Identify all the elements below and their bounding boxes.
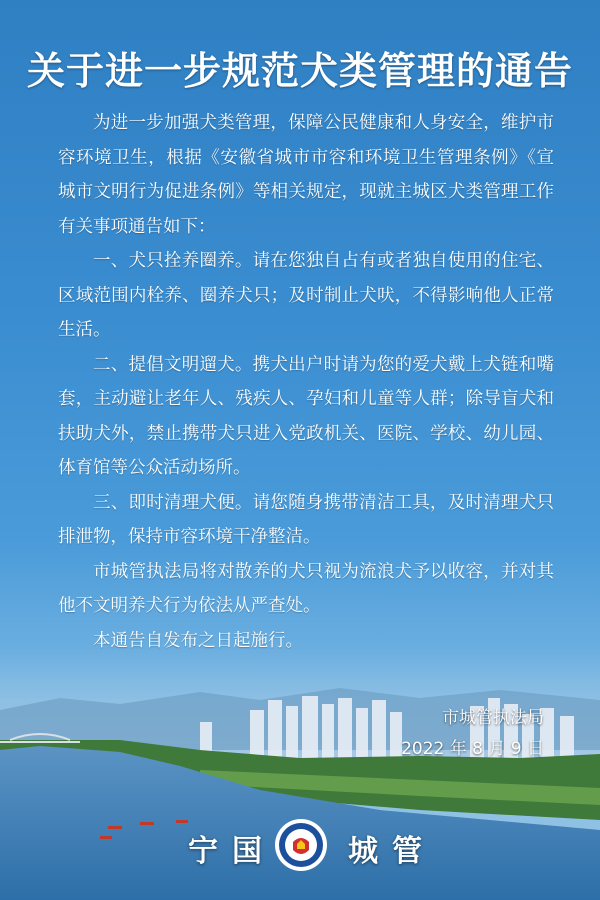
footer-logo-bar xyxy=(0,818,600,878)
notice-body xyxy=(58,106,554,658)
footer-text-chengguan: 城管 xyxy=(348,834,436,869)
signature-block xyxy=(401,703,544,765)
paragraph-item-2: 二、提倡文明遛犬。携犬出户时请为您的爱犬戴上犬链和嘴套，主动避让老年人、残疾人、孕妇和儿童等人群；除导盲犬和扶助犬外，禁止携带犬只进入党政机关、医院、学校、幼儿园、体育馆等公众活动场所。 xyxy=(58,354,554,478)
paragraph-enforcement: 市城管执法局将对散养的犬只视为流浪犬予以收容，并对其他不文明养犬行为依法从严查处。 xyxy=(58,561,554,616)
footer-text-ningguo: 宁国 xyxy=(188,834,276,869)
paragraph-intro: 为进一步加强犬类管理，保障公民健康和人身安全，维护市容环境卫生，根据《安徽省城市市容和环境卫生管理条例》《宣城市文明行为促进条例》等相关规定，现就主城区犬类管理工作有关事项通告如下： xyxy=(58,113,554,237)
paragraph-effective: 本通告自发布之日起施行。 xyxy=(93,630,303,651)
paragraph-item-1: 一、犬只拴养圈养。请在您独自占有或者独自使用的住宅、区域范围内栓养、圈养犬只；及时制止犬吠，不得影响他人正常生活。 xyxy=(58,251,554,340)
notice-title: 关于进一步规范犬类管理的通告 xyxy=(26,48,573,93)
issue-date: 2022 年 8 月 9 日 xyxy=(401,739,544,759)
issuer-name: 市城管执法局 xyxy=(442,708,544,728)
paragraph-item-3: 三、即时清理犬便。请您随身携带清洁工具，及时清理犬只排泄物，保持市容环境干净整洁。 xyxy=(58,492,554,547)
urban-management-emblem-icon xyxy=(274,818,328,872)
